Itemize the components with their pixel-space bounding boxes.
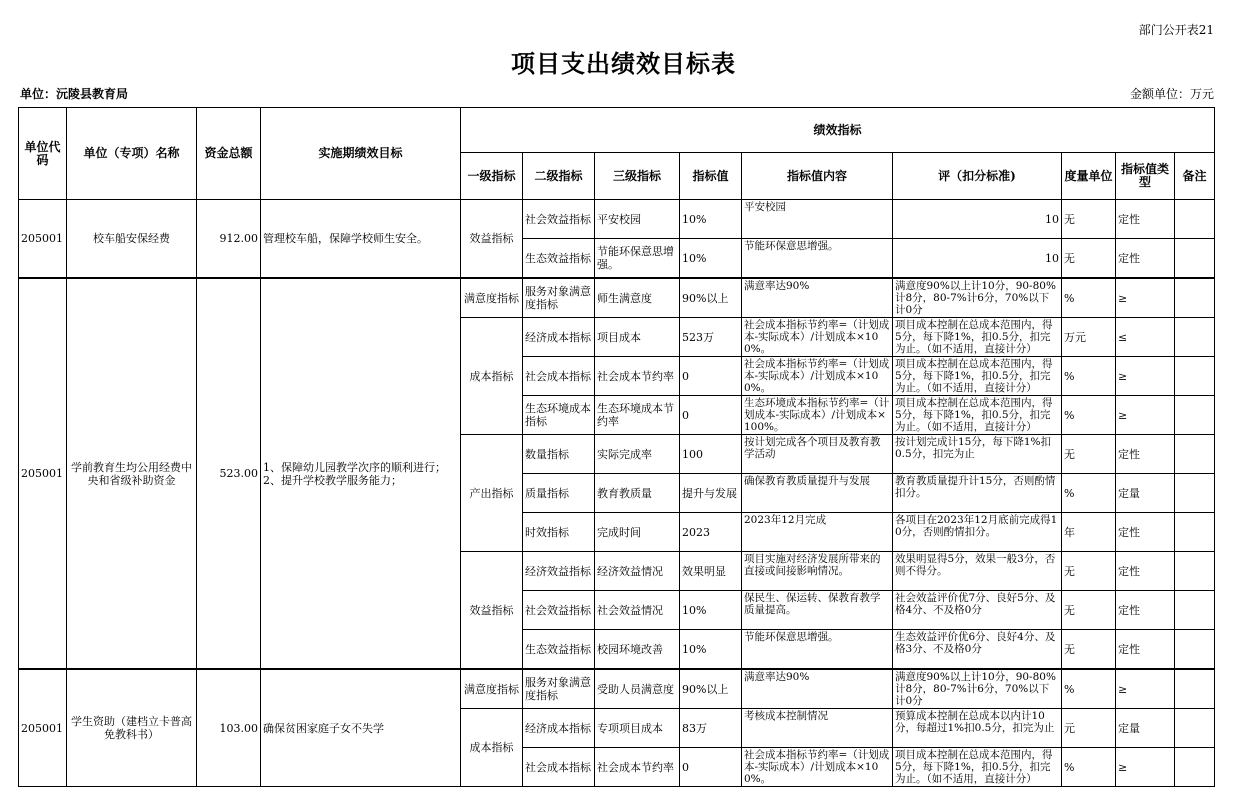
indicator-content	[742, 318, 893, 357]
cell-text: 社会效益评价优7分、良好5分、及格4分、不及格0分	[895, 592, 1056, 616]
cell-text: 满意率达90%	[744, 280, 810, 292]
level2-indicator: 社会效益指标	[523, 200, 595, 239]
project-name: 校车船安保经费	[67, 200, 197, 279]
level2-indicator: 质量指标	[523, 474, 595, 513]
measure-unit: %	[1062, 357, 1116, 396]
cell-text: 教育教质量提升计15分，否则酌情扣分。	[895, 475, 1056, 499]
indicator-value: 效果明显	[680, 552, 742, 591]
level2-indicator: 时效指标	[523, 513, 595, 552]
indicator-content	[742, 435, 893, 474]
note-cell	[1175, 318, 1215, 357]
indicator-content	[742, 513, 893, 552]
header-lv1: 一级指标	[461, 153, 523, 200]
note-cell	[1175, 591, 1215, 630]
indicator-value: 90%以上	[680, 278, 742, 318]
note-cell	[1175, 278, 1215, 318]
level2-indicator: 生态效益指标	[523, 239, 595, 279]
level1-indicator: 满意度指标	[461, 278, 523, 318]
level1-indicator: 产出指标	[461, 435, 523, 552]
note-cell	[1175, 630, 1215, 670]
cell-text: 平安校园	[744, 201, 786, 213]
scoring-standard	[893, 552, 1062, 591]
value-type: 定性	[1116, 200, 1175, 239]
indicator-value: 提升与发展	[680, 474, 742, 513]
cell-text: 预算成本控制在总成本以内计10分，每超过1%扣0.5分，扣完为止	[895, 710, 1055, 734]
level1-indicator: 满意度指标	[461, 669, 523, 709]
scoring-standard	[893, 435, 1062, 474]
indicator-value: 0	[680, 396, 742, 435]
note-cell	[1175, 396, 1215, 435]
value-type: 定性	[1116, 591, 1175, 630]
indicator-value: 523万	[680, 318, 742, 357]
header-lv2: 二级指标	[523, 153, 595, 200]
indicator-value: 10%	[680, 630, 742, 670]
level1-indicator: 成本指标	[461, 709, 523, 787]
header-code: 单位代码	[19, 108, 67, 200]
header-content: 指标值内容	[742, 153, 893, 200]
header-value: 指标值	[680, 153, 742, 200]
scoring-standard	[893, 630, 1062, 670]
table-number-label: 部门公开表21	[1138, 23, 1214, 37]
indicator-content	[742, 474, 893, 513]
value-type: ≤	[1116, 318, 1175, 357]
project-goal: 管理校车船，保障学校师生安全。	[261, 200, 461, 279]
level3-indicator: 项目成本	[595, 318, 680, 357]
level1-indicator: 成本指标	[461, 318, 523, 435]
header-note: 备注	[1175, 153, 1215, 200]
indicator-content	[742, 630, 893, 670]
note-cell	[1175, 709, 1215, 748]
value-type: 定性	[1116, 630, 1175, 670]
cell-text: 确保教育教质量提升与发展	[744, 475, 870, 487]
indicator-content	[742, 709, 893, 748]
measure-unit: %	[1062, 474, 1116, 513]
measure-unit: 无	[1062, 200, 1116, 239]
measure-unit: %	[1062, 278, 1116, 318]
level2-indicator: 经济成本指标	[523, 318, 595, 357]
project-name: 学前教育生均公用经费中央和省级补助资金	[67, 278, 197, 669]
indicator-content	[742, 278, 893, 318]
level2-indicator: 社会成本指标	[523, 748, 595, 787]
value-type: 定性	[1116, 513, 1175, 552]
cell-text: 生态效益评价优6分、良好4分、及格3分、不及格0分	[895, 631, 1056, 655]
header-lv3: 三级指标	[595, 153, 680, 200]
project-code: 205001	[19, 669, 67, 787]
level2-indicator: 经济成本指标	[523, 709, 595, 748]
level2-indicator: 社会成本指标	[523, 357, 595, 396]
measure-unit: 年	[1062, 513, 1116, 552]
project-code: 205001	[19, 200, 67, 279]
cell-text: 按计划完成计15分，每下降1%扣0.5分，扣完为止	[895, 436, 1052, 460]
level3-indicator: 节能环保意思增强。	[595, 239, 680, 279]
measure-unit: 无	[1062, 435, 1116, 474]
table-row	[19, 200, 1215, 239]
project-goal: 确保贫困家庭子女不失学	[261, 669, 461, 787]
header-total: 资金总额	[197, 108, 261, 200]
cell-text: 满意度90%以上计10分，90-80%计8分，80-7%计6分，70%以下计0分	[895, 280, 1056, 316]
note-cell	[1175, 748, 1215, 787]
cell-text: 节能环保意思增强。	[744, 631, 839, 643]
measure-unit: 无	[1062, 630, 1116, 670]
project-total: 912.00	[197, 200, 261, 279]
cell-text: 项目成本控制在总成本范围内，得5分，每下降1%，扣0.5分，扣完为止。（如不适用，直接计分）	[895, 319, 1053, 355]
cell-text: 项目实施对经济发展所带来的直接或间接影响情况。	[744, 553, 881, 577]
level3-indicator: 社会成本节约率	[595, 748, 680, 787]
measure-unit: 无	[1062, 239, 1116, 279]
cell-text: 考核成本控制情况	[744, 710, 828, 722]
level2-indicator: 服务对象满意度指标	[523, 669, 595, 709]
project-name: 学生资助（建档立卡普高免教科书）	[67, 669, 197, 787]
level3-indicator: 经济效益情况	[595, 552, 680, 591]
project-goal: 1、保障幼儿园教学次序的顺利进行；2、提升学校教学服务能力；	[261, 278, 461, 669]
value-type: 定性	[1116, 239, 1175, 279]
indicator-value: 0	[680, 748, 742, 787]
note-cell	[1175, 474, 1215, 513]
scoring-standard	[893, 278, 1062, 318]
value-type: ≥	[1116, 748, 1175, 787]
scoring-standard	[893, 591, 1062, 630]
cell-text: 项目成本控制在总成本范围内，得5分，每下降1%，扣0.5分，扣完为止。（如不适用，直接计分）	[895, 749, 1053, 785]
cell-text: 满意率达90%	[744, 671, 810, 683]
level3-indicator: 受助人员满意度	[595, 669, 680, 709]
unit-label: 单位：沅陵县教育局	[20, 87, 129, 101]
header-score: 评（扣分标准)	[893, 153, 1062, 200]
indicator-content	[742, 239, 893, 279]
cell-text: 项目成本控制在总成本范围内，得5分，每下降1%，扣0.5分，扣完为止。（如不适用，直接计分）	[895, 397, 1053, 433]
level2-indicator: 生态环境成本指标	[523, 396, 595, 435]
indicator-value: 100	[680, 435, 742, 474]
level2-indicator: 生态效益指标	[523, 630, 595, 670]
scoring-standard	[893, 748, 1062, 787]
cell-text: 项目成本控制在总成本范围内，得5分，每下降1%，扣0.5分，扣完为止。（如不适用，直接计分）	[895, 358, 1053, 394]
note-cell	[1175, 513, 1215, 552]
value-type: 定量	[1116, 709, 1175, 748]
value-type: ≥	[1116, 669, 1175, 709]
indicator-content	[742, 748, 893, 787]
level3-indicator: 社会效益情况	[595, 591, 680, 630]
project-total: 103.00	[197, 669, 261, 787]
value-type: 定性	[1116, 435, 1175, 474]
cell-text: 满意度90%以上计10分，90-80%计8分，80-7%计6分，70%以下计0分	[895, 671, 1056, 707]
level3-indicator: 专项项目成本	[595, 709, 680, 748]
value-type: ≥	[1116, 278, 1175, 318]
note-cell	[1175, 239, 1215, 279]
scoring-standard	[893, 396, 1062, 435]
cell-text: 保民生、保运转、保教育教学质量提高。	[744, 592, 881, 616]
level1-indicator: 效益指标	[461, 200, 523, 279]
performance-table	[18, 107, 1215, 787]
note-cell	[1175, 357, 1215, 396]
note-cell	[1175, 435, 1215, 474]
measure-unit: 元	[1062, 709, 1116, 748]
money-unit-label: 金额单位：万元	[1129, 87, 1214, 101]
level2-indicator: 服务对象满意度指标	[523, 278, 595, 318]
header-goal: 实施期绩效目标	[261, 108, 461, 200]
level3-indicator: 师生满意度	[595, 278, 680, 318]
scoring-standard	[893, 669, 1062, 709]
table-row	[19, 278, 1215, 318]
measure-unit: 万元	[1062, 318, 1116, 357]
level3-indicator: 生态环境成本节约率	[595, 396, 680, 435]
indicator-content	[742, 357, 893, 396]
level2-indicator: 数量指标	[523, 435, 595, 474]
level3-indicator: 校园环境改善	[595, 630, 680, 670]
note-cell	[1175, 200, 1215, 239]
header-measure: 度量单位	[1062, 153, 1116, 200]
cell-text: 社会成本指标节约率=（计划成本-实际成本）/计划成本×100%。	[744, 749, 890, 785]
scoring-standard: 10	[893, 239, 1062, 279]
cell-text: 生态环境成本指标节约率=（计划成本-实际成本）/计划成本×100%。	[744, 397, 890, 433]
cell-text: 节能环保意思增强。	[744, 240, 839, 252]
level3-indicator: 教育教质量	[595, 474, 680, 513]
scoring-standard	[893, 474, 1062, 513]
value-type: ≥	[1116, 396, 1175, 435]
scoring-standard: 10	[893, 200, 1062, 239]
indicator-content	[742, 669, 893, 709]
level1-indicator: 效益指标	[461, 552, 523, 670]
project-total: 523.00	[197, 278, 261, 669]
cell-text: 按计划完成各个项目及教育教学活动	[744, 436, 881, 460]
page-title: 项目支出绩效目标表	[511, 49, 736, 78]
cell-text: 社会成本指标节约率=（计划成本-实际成本）/计划成本×100%。	[744, 358, 890, 394]
scoring-standard	[893, 709, 1062, 748]
scoring-standard	[893, 318, 1062, 357]
measure-unit: 无	[1062, 591, 1116, 630]
measure-unit: 无	[1062, 552, 1116, 591]
level2-indicator: 社会效益指标	[523, 591, 595, 630]
cell-text: 2023年12月完成	[744, 514, 827, 526]
scoring-standard	[893, 357, 1062, 396]
scoring-standard	[893, 513, 1062, 552]
note-cell	[1175, 552, 1215, 591]
measure-unit: %	[1062, 748, 1116, 787]
level2-indicator: 经济效益指标	[523, 552, 595, 591]
level3-indicator: 实际完成率	[595, 435, 680, 474]
indicator-value: 10%	[680, 239, 742, 279]
indicator-value: 90%以上	[680, 669, 742, 709]
header-vtype: 指标值类型	[1116, 153, 1175, 200]
indicator-value: 83万	[680, 709, 742, 748]
table-body	[19, 200, 1215, 787]
cell-text: 效果明显得5分，效果一般3分，否则不得分。	[895, 553, 1056, 577]
note-cell	[1175, 669, 1215, 709]
indicator-value: 0	[680, 357, 742, 396]
level3-indicator: 完成时间	[595, 513, 680, 552]
cell-text: 社会成本指标节约率=（计划成本-实际成本）/计划成本×100%。	[744, 319, 890, 355]
value-type: 定量	[1116, 474, 1175, 513]
indicator-content	[742, 591, 893, 630]
indicator-content	[742, 396, 893, 435]
level3-indicator: 平安校园	[595, 200, 680, 239]
indicator-content	[742, 200, 893, 239]
table-row	[19, 669, 1215, 709]
indicator-value: 2023	[680, 513, 742, 552]
measure-unit: %	[1062, 396, 1116, 435]
header-perf: 绩效指标	[461, 108, 1215, 153]
project-code: 205001	[19, 278, 67, 669]
level3-indicator: 社会成本节约率	[595, 357, 680, 396]
indicator-value: 10%	[680, 200, 742, 239]
indicator-value: 10%	[680, 591, 742, 630]
indicator-content	[742, 552, 893, 591]
cell-text: 各项目在2023年12月底前完成得10分，否则酌情扣分。	[895, 514, 1058, 538]
measure-unit: %	[1062, 669, 1116, 709]
header-name: 单位（专项）名称	[67, 108, 197, 200]
value-type: 定性	[1116, 552, 1175, 591]
value-type: ≥	[1116, 357, 1175, 396]
